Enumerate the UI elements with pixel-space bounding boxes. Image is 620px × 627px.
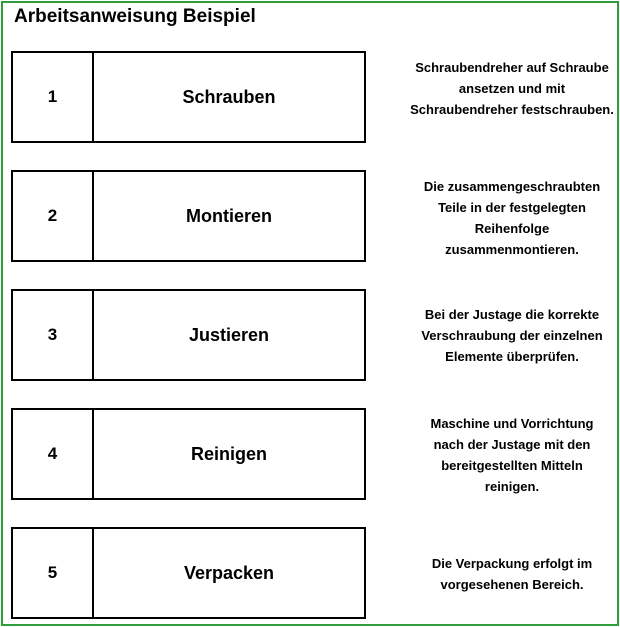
step-number: 2 — [13, 172, 94, 260]
step-box — [11, 170, 366, 262]
step-description: Die Verpackung erfolgt im vorgesehenen Bereich. — [431, 556, 593, 592]
step-box — [11, 527, 366, 619]
step-box — [11, 289, 366, 381]
step-name: Reinigen — [190, 443, 267, 464]
step-number: 5 — [13, 529, 94, 617]
step-description: Maschine und Vorrichtung nach der Justage mit den bereitgestellten Mitteln reinigen. — [430, 416, 594, 494]
step-name: Montieren — [185, 205, 272, 226]
step-number: 4 — [13, 410, 94, 498]
step-number: 3 — [13, 291, 94, 379]
step-name: Schrauben — [182, 86, 276, 107]
step-name: Verpacken — [183, 562, 275, 583]
step-box — [11, 51, 366, 143]
step-description: Schraubendreher auf Schraube ansetzen und mit Schraubendreher festschrauben. — [410, 60, 614, 117]
step-description: Die zusammengeschraubten Teile in der festgelegten Reihenfolge zusammenmontieren. — [423, 179, 601, 257]
page-title: Arbeitsanweisung Beispiel — [14, 6, 256, 27]
step-box — [11, 408, 366, 500]
step-number: 1 — [13, 53, 94, 141]
step-description: Bei der Justage die korrekte Verschraubung der einzelnen Elemente überprüfen. — [421, 307, 603, 364]
step-name: Justieren — [188, 324, 270, 345]
